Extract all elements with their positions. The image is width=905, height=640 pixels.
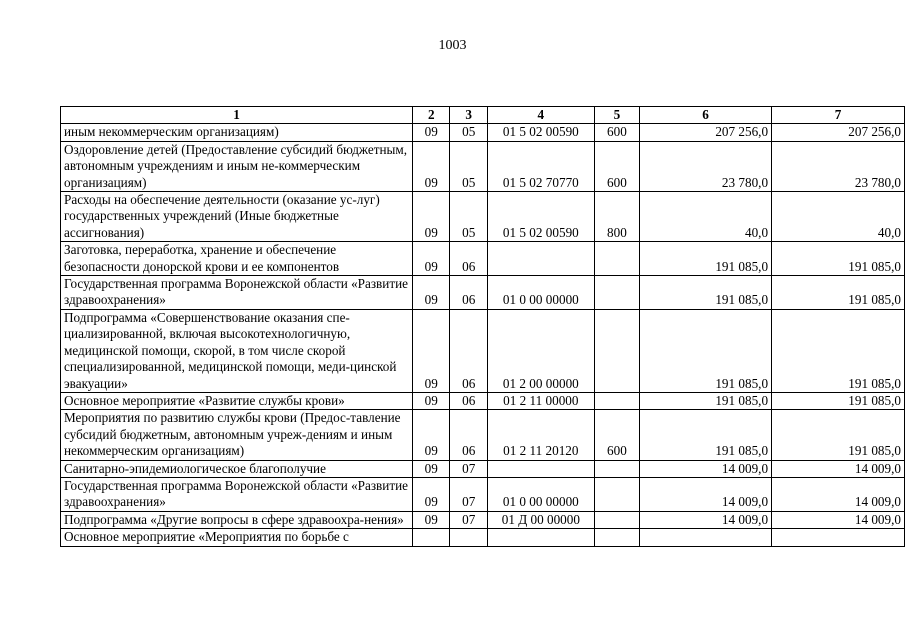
amount-col7 [772,529,905,546]
amount-col6: 191 085,0 [640,392,772,409]
header-cell: 5 [594,107,639,124]
expense-type-code [594,309,639,392]
amount-col7: 191 085,0 [772,410,905,460]
item-name: Санитарно-эпидемиологическое благополучие [61,460,413,477]
section-code [413,529,450,546]
section-code: 09 [413,242,450,276]
item-name: Основное мероприятие «Развитие службы крови» [61,392,413,409]
section-code: 09 [413,309,450,392]
target-item-code: 01 5 02 00590 [487,124,594,141]
expense-type-code: 600 [594,141,639,191]
subsection-code: 07 [450,477,487,511]
table-row [61,477,905,511]
section-code: 09 [413,192,450,242]
amount-col6: 14 009,0 [640,511,772,528]
table-row [61,309,905,392]
subsection-code: 06 [450,410,487,460]
expense-type-code: 600 [594,410,639,460]
item-name: Подпрограмма «Другие вопросы в сфере здравоохра-нения» [61,511,413,528]
amount-col7: 23 780,0 [772,141,905,191]
item-name: Государственная программа Воронежской области «Развитие здравоохранения» [61,276,413,310]
expense-type-code [594,242,639,276]
target-item-code: 01 5 02 00590 [487,192,594,242]
item-name: Заготовка, переработка, хранение и обеспечение безопасности донорской крови и ее компонентов [61,242,413,276]
target-item-code [487,460,594,477]
expense-type-code [594,477,639,511]
header-cell: 7 [772,107,905,124]
item-name: Оздоровление детей (Предоставление субсидий бюджетным, автономным учреждениям и иным не-коммерческим организациям) [61,141,413,191]
amount-col6: 191 085,0 [640,309,772,392]
amount-col6: 191 085,0 [640,276,772,310]
table-row [61,529,905,546]
section-code: 09 [413,141,450,191]
expense-type-code [594,392,639,409]
amount-col7: 191 085,0 [772,276,905,310]
subsection-code: 07 [450,460,487,477]
amount-col6 [640,529,772,546]
target-item-code [487,529,594,546]
item-name: Подпрограмма «Совершенствование оказания спе-циализированной, включая высокотехнологичную, медицинской помощи, скорой, в том числе скорой специализированной, медицинской помощи, меди-цинской эвакуации» [61,309,413,392]
amount-col6: 23 780,0 [640,141,772,191]
section-code: 09 [413,276,450,310]
section-code: 09 [413,477,450,511]
expense-type-code: 600 [594,124,639,141]
amount-col7: 207 256,0 [772,124,905,141]
target-item-code: 01 0 00 00000 [487,477,594,511]
table-row [61,392,905,409]
expense-type-code [594,276,639,310]
amount-col6: 14 009,0 [640,460,772,477]
header-cell: 3 [450,107,487,124]
subsection-code: 06 [450,309,487,392]
target-item-code: 01 Д 00 00000 [487,511,594,528]
header-cell: 4 [487,107,594,124]
table-row [61,410,905,460]
subsection-code: 05 [450,124,487,141]
subsection-code: 06 [450,392,487,409]
subsection-code [450,529,487,546]
amount-col6: 191 085,0 [640,242,772,276]
amount-col7: 191 085,0 [772,242,905,276]
section-code: 09 [413,392,450,409]
item-name: Расходы на обеспечение деятельности (оказание ус-луг) государственных учреждений (Иные бюджетные ассигнования) [61,192,413,242]
amount-col7: 40,0 [772,192,905,242]
section-code: 09 [413,410,450,460]
target-item-code: 01 5 02 70770 [487,141,594,191]
subsection-code: 05 [450,192,487,242]
amount-col6: 40,0 [640,192,772,242]
table-row [61,460,905,477]
page-number: 1003 [438,38,467,53]
subsection-code: 06 [450,242,487,276]
item-name: иным некоммерческим организациям) [61,124,413,141]
amount-col6: 14 009,0 [640,477,772,511]
expense-type-code: 800 [594,192,639,242]
table-row [61,141,905,191]
target-item-code: 01 2 00 00000 [487,309,594,392]
table-row [61,511,905,528]
header-cell: 2 [413,107,450,124]
table-row [61,242,905,276]
table-row [61,124,905,141]
expense-type-code [594,460,639,477]
target-item-code: 01 2 11 20120 [487,410,594,460]
section-code: 09 [413,460,450,477]
item-name: Государственная программа Воронежской области «Развитие здравоохранения» [61,477,413,511]
subsection-code: 07 [450,511,487,528]
expense-type-code [594,529,639,546]
budget-table [60,106,905,547]
amount-col7: 14 009,0 [772,511,905,528]
header-cell: 6 [640,107,772,124]
amount-col7: 14 009,0 [772,460,905,477]
target-item-code: 01 0 00 00000 [487,276,594,310]
section-code: 09 [413,124,450,141]
subsection-code: 05 [450,141,487,191]
amount-col7: 14 009,0 [772,477,905,511]
target-item-code: 01 2 11 00000 [487,392,594,409]
expense-type-code [594,511,639,528]
table-row [61,192,905,242]
amount-col6: 207 256,0 [640,124,772,141]
item-name: Основное мероприятие «Мероприятия по борьбе с [61,529,413,546]
amount-col7: 191 085,0 [772,392,905,409]
amount-col6: 191 085,0 [640,410,772,460]
amount-col7: 191 085,0 [772,309,905,392]
header-row [61,107,905,124]
subsection-code: 06 [450,276,487,310]
section-code: 09 [413,511,450,528]
item-name: Мероприятия по развитию службы крови (Предос-тавление субсидий бюджетным, автономным учреж-дениям и иным некоммерческим организациям) [61,410,413,460]
target-item-code [487,242,594,276]
header-cell: 1 [61,107,413,124]
table-row [61,276,905,310]
